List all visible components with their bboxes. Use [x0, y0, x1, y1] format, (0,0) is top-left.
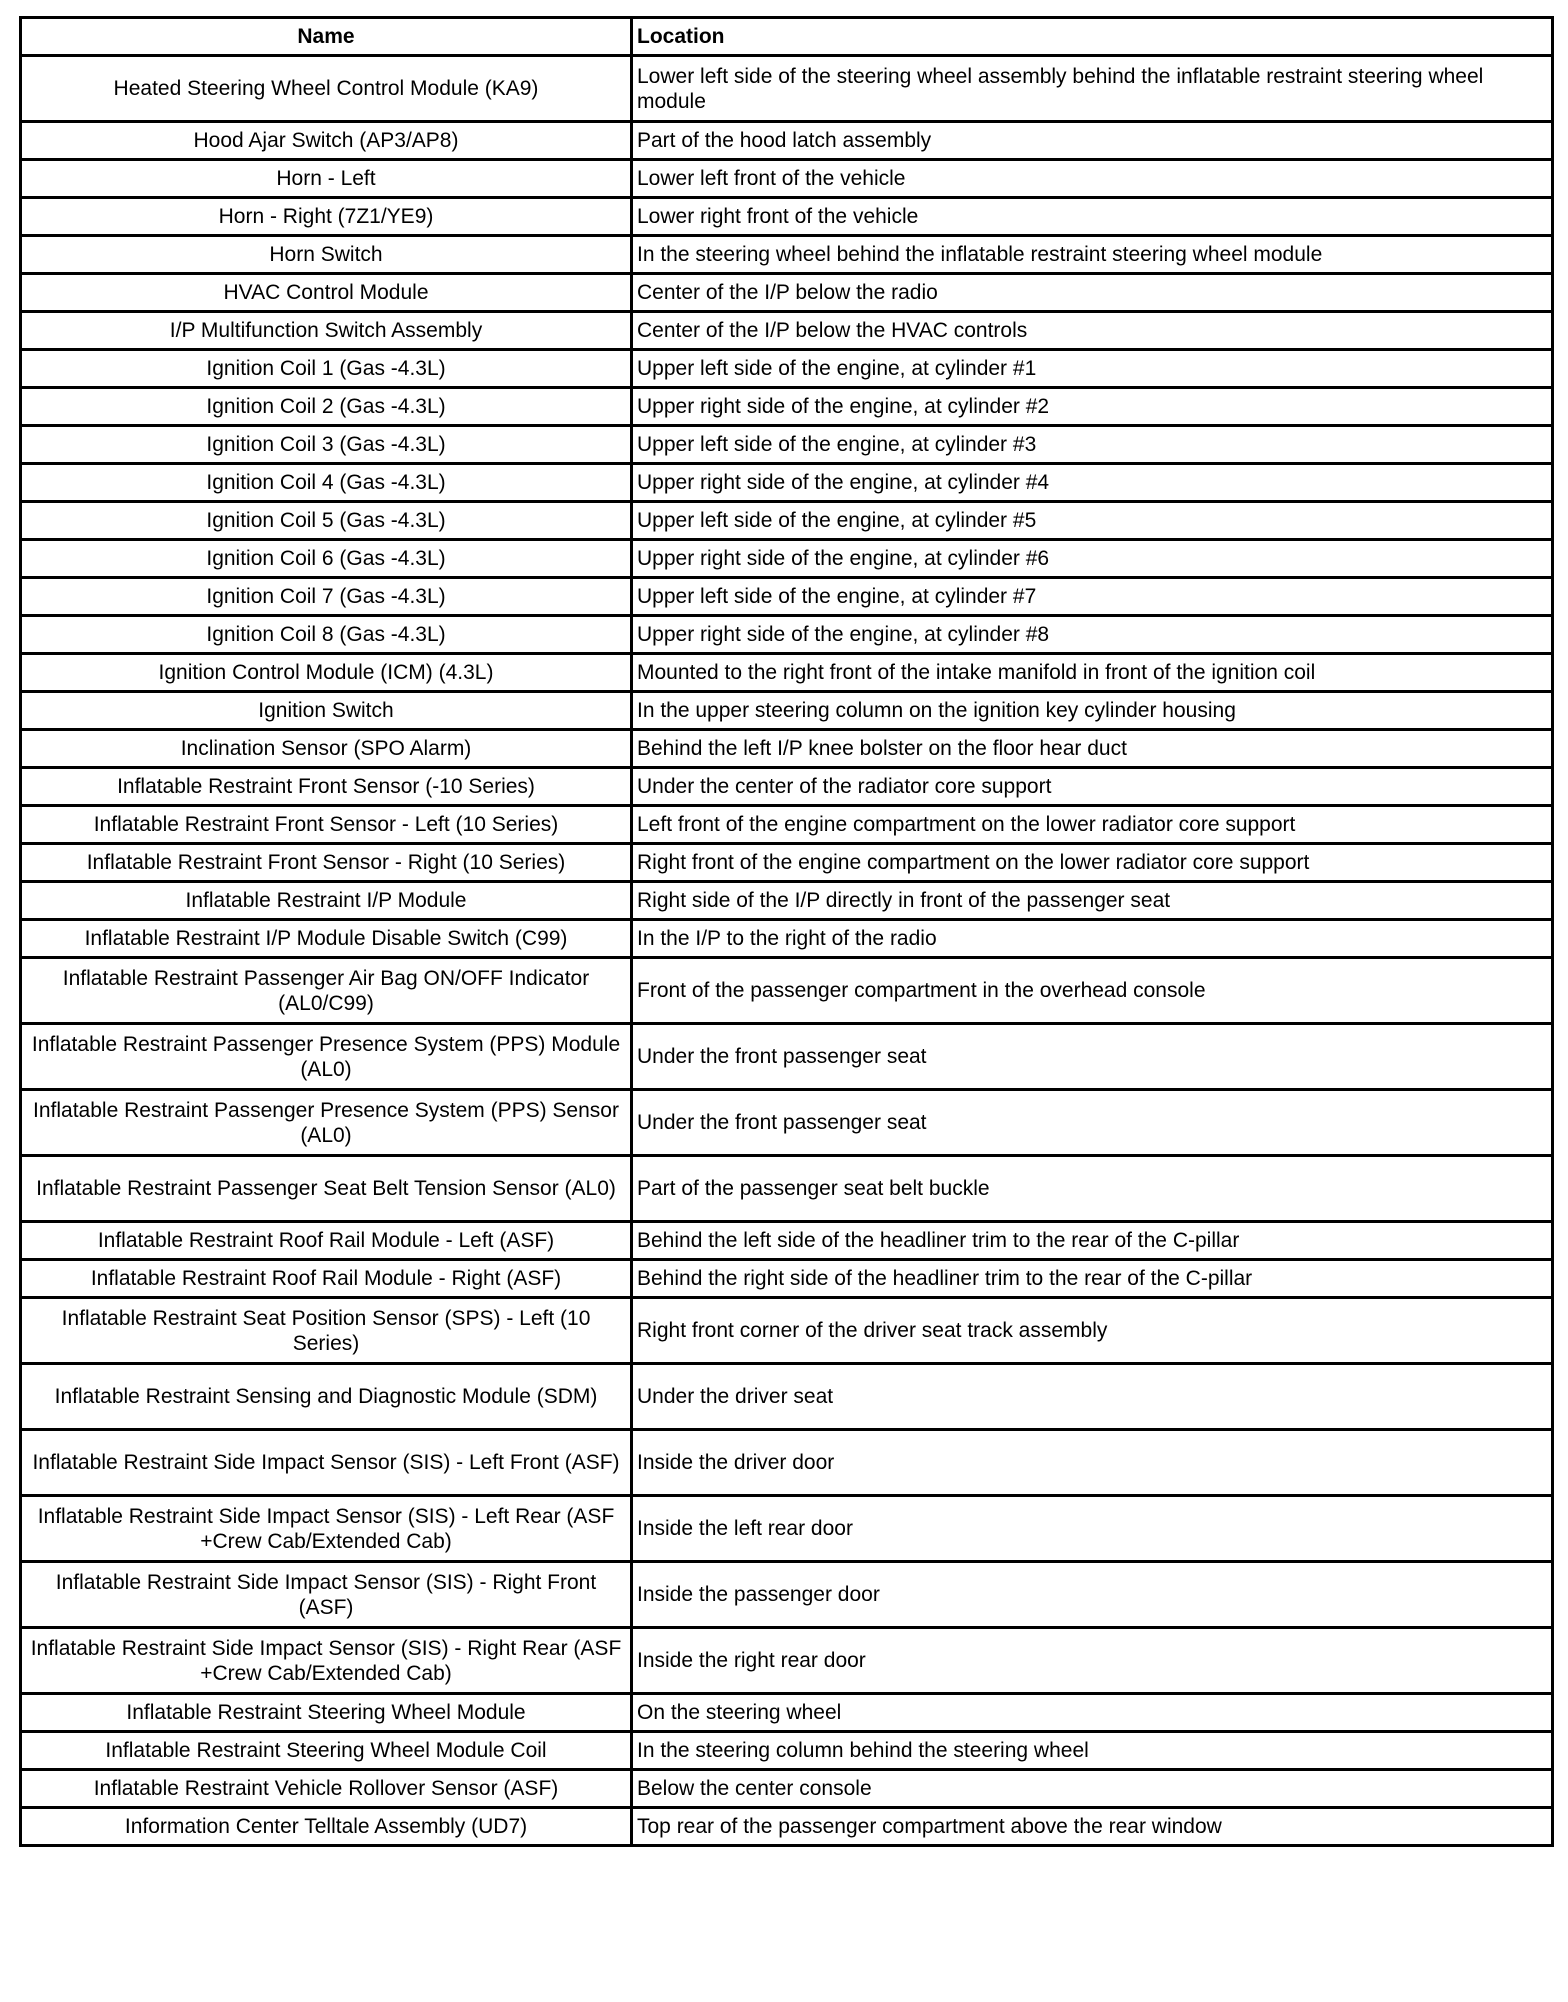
table-row — [21, 1808, 1553, 1846]
component-location-cell: Under the front passenger seat — [632, 1024, 1553, 1090]
component-name-cell: Inflatable Restraint Sensing and Diagnostic Module (SDM) — [21, 1364, 632, 1430]
component-location-cell: Below the center console — [632, 1770, 1553, 1808]
component-location-cell: Lower right front of the vehicle — [632, 198, 1553, 236]
component-name-cell: Ignition Coil 5 (Gas -4.3L) — [21, 502, 632, 540]
component-location-cell: In the upper steering column on the ignition key cylinder housing — [632, 692, 1553, 730]
component-name-cell: Inflatable Restraint Side Impact Sensor (SIS) - Left Front (ASF) — [21, 1430, 632, 1496]
component-name-cell: Information Center Telltale Assembly (UD7) — [21, 1808, 632, 1846]
table-row — [21, 654, 1553, 692]
table-body — [21, 56, 1553, 1846]
component-name-cell: HVAC Control Module — [21, 274, 632, 312]
component-location-cell: Behind the left side of the headliner trim to the rear of the C-pillar — [632, 1222, 1553, 1260]
component-location-cell: Inside the right rear door — [632, 1628, 1553, 1694]
table-row — [21, 1024, 1553, 1090]
table-row — [21, 578, 1553, 616]
table-row — [21, 768, 1553, 806]
component-location-cell: On the steering wheel — [632, 1694, 1553, 1732]
component-location-cell: Center of the I/P below the HVAC controls — [632, 312, 1553, 350]
component-name-cell: Ignition Coil 2 (Gas -4.3L) — [21, 388, 632, 426]
component-location-cell: Under the driver seat — [632, 1364, 1553, 1430]
component-name-cell: Ignition Control Module (ICM) (4.3L) — [21, 654, 632, 692]
component-name-cell: Ignition Coil 6 (Gas -4.3L) — [21, 540, 632, 578]
component-location-cell: Lower left front of the vehicle — [632, 160, 1553, 198]
table-row — [21, 1770, 1553, 1808]
component-location-cell: Upper right side of the engine, at cylinder #2 — [632, 388, 1553, 426]
component-location-cell: Inside the driver door — [632, 1430, 1553, 1496]
component-location-cell: Part of the passenger seat belt buckle — [632, 1156, 1553, 1222]
table-row — [21, 1496, 1553, 1562]
component-location-cell: Left front of the engine compartment on the lower radiator core support — [632, 806, 1553, 844]
component-location-cell: Upper left side of the engine, at cylinder #5 — [632, 502, 1553, 540]
table-row — [21, 122, 1553, 160]
table-row — [21, 920, 1553, 958]
component-name-cell: I/P Multifunction Switch Assembly — [21, 312, 632, 350]
component-location-cell: Right front of the engine compartment on the lower radiator core support — [632, 844, 1553, 882]
component-name-cell: Inflatable Restraint Front Sensor - Left (10 Series) — [21, 806, 632, 844]
table-row — [21, 882, 1553, 920]
table-row — [21, 1562, 1553, 1628]
table-row — [21, 958, 1553, 1024]
table-row — [21, 464, 1553, 502]
component-location-cell: Front of the passenger compartment in the overhead console — [632, 958, 1553, 1024]
table-row — [21, 236, 1553, 274]
component-location-cell: Right front corner of the driver seat track assembly — [632, 1298, 1553, 1364]
component-name-cell: Horn Switch — [21, 236, 632, 274]
component-location-cell: Top rear of the passenger compartment above the rear window — [632, 1808, 1553, 1846]
table-row — [21, 1260, 1553, 1298]
table-row — [21, 502, 1553, 540]
component-name-cell: Inflatable Restraint Seat Position Sensor (SPS) - Left (10 Series) — [21, 1298, 632, 1364]
component-name-cell: Horn - Left — [21, 160, 632, 198]
component-location-cell: Part of the hood latch assembly — [632, 122, 1553, 160]
table-row — [21, 1298, 1553, 1364]
table-row — [21, 1732, 1553, 1770]
component-location-cell: Upper right side of the engine, at cylinder #4 — [632, 464, 1553, 502]
component-name-cell: Inflatable Restraint Front Sensor - Right (10 Series) — [21, 844, 632, 882]
table-row — [21, 1430, 1553, 1496]
component-name-cell: Ignition Coil 7 (Gas -4.3L) — [21, 578, 632, 616]
component-location-cell: Right side of the I/P directly in front of the passenger seat — [632, 882, 1553, 920]
component-location-cell: Under the front passenger seat — [632, 1090, 1553, 1156]
component-name-cell: Inflatable Restraint Side Impact Sensor (SIS) - Right Rear (ASF +Crew Cab/Extended Cab) — [21, 1628, 632, 1694]
table-row — [21, 388, 1553, 426]
table-row — [21, 806, 1553, 844]
column-header-location: Location — [632, 18, 1553, 56]
table-row — [21, 616, 1553, 654]
table-row — [21, 692, 1553, 730]
table-row — [21, 1628, 1553, 1694]
component-location-cell: Upper right side of the engine, at cylinder #8 — [632, 616, 1553, 654]
component-location-cell: Upper left side of the engine, at cylinder #1 — [632, 350, 1553, 388]
component-location-cell: In the steering column behind the steering wheel — [632, 1732, 1553, 1770]
component-name-cell: Inflatable Restraint Passenger Air Bag ON/OFF Indicator (AL0/C99) — [21, 958, 632, 1024]
component-name-cell: Ignition Coil 1 (Gas -4.3L) — [21, 350, 632, 388]
table-row — [21, 1090, 1553, 1156]
component-location-cell: Behind the right side of the headliner trim to the rear of the C-pillar — [632, 1260, 1553, 1298]
table-row — [21, 540, 1553, 578]
component-name-cell: Ignition Coil 3 (Gas -4.3L) — [21, 426, 632, 464]
table-row — [21, 844, 1553, 882]
table-row — [21, 1694, 1553, 1732]
component-name-cell: Inflatable Restraint Passenger Presence System (PPS) Module (AL0) — [21, 1024, 632, 1090]
component-location-cell: In the I/P to the right of the radio — [632, 920, 1553, 958]
component-name-cell: Inflatable Restraint Passenger Presence System (PPS) Sensor (AL0) — [21, 1090, 632, 1156]
component-location-cell: Under the center of the radiator core support — [632, 768, 1553, 806]
component-location-cell: Inside the passenger door — [632, 1562, 1553, 1628]
component-location-cell: Upper left side of the engine, at cylinder #7 — [632, 578, 1553, 616]
table-row — [21, 312, 1553, 350]
component-name-cell: Inflatable Restraint Vehicle Rollover Sensor (ASF) — [21, 1770, 632, 1808]
component-name-cell: Inflatable Restraint Side Impact Sensor (SIS) - Right Front (ASF) — [21, 1562, 632, 1628]
table-row — [21, 1222, 1553, 1260]
component-name-cell: Inflatable Restraint Roof Rail Module - Left (ASF) — [21, 1222, 632, 1260]
table-row — [21, 160, 1553, 198]
table-row — [21, 426, 1553, 464]
table-row — [21, 1156, 1553, 1222]
table-header-row — [21, 18, 1553, 56]
component-location-cell: Behind the left I/P knee bolster on the floor hear duct — [632, 730, 1553, 768]
table-row — [21, 274, 1553, 312]
component-name-cell: Inflatable Restraint I/P Module — [21, 882, 632, 920]
component-location-cell: Upper left side of the engine, at cylinder #3 — [632, 426, 1553, 464]
table-row — [21, 56, 1553, 122]
component-name-cell: Inflatable Restraint Passenger Seat Belt Tension Sensor (AL0) — [21, 1156, 632, 1222]
component-location-table — [19, 16, 1554, 1847]
column-header-name: Name — [21, 18, 632, 56]
component-name-cell: Inclination Sensor (SPO Alarm) — [21, 730, 632, 768]
component-name-cell: Inflatable Restraint I/P Module Disable Switch (C99) — [21, 920, 632, 958]
component-name-cell: Inflatable Restraint Side Impact Sensor (SIS) - Left Rear (ASF +Crew Cab/Extended Cab) — [21, 1496, 632, 1562]
component-location-cell: Upper right side of the engine, at cylinder #6 — [632, 540, 1553, 578]
component-location-cell: Mounted to the right front of the intake manifold in front of the ignition coil — [632, 654, 1553, 692]
component-name-cell: Hood Ajar Switch (AP3/AP8) — [21, 122, 632, 160]
table-row — [21, 730, 1553, 768]
component-location-cell: Center of the I/P below the radio — [632, 274, 1553, 312]
component-name-cell: Inflatable Restraint Roof Rail Module - Right (ASF) — [21, 1260, 632, 1298]
component-name-cell: Inflatable Restraint Front Sensor (-10 Series) — [21, 768, 632, 806]
component-name-cell: Horn - Right (7Z1/YE9) — [21, 198, 632, 236]
component-location-cell: Inside the left rear door — [632, 1496, 1553, 1562]
component-name-cell: Ignition Coil 4 (Gas -4.3L) — [21, 464, 632, 502]
table-row — [21, 1364, 1553, 1430]
component-location-cell: Lower left side of the steering wheel assembly behind the inflatable restraint steering wheel module — [632, 56, 1553, 122]
component-name-cell: Inflatable Restraint Steering Wheel Module — [21, 1694, 632, 1732]
component-name-cell: Ignition Coil 8 (Gas -4.3L) — [21, 616, 632, 654]
component-name-cell: Inflatable Restraint Steering Wheel Module Coil — [21, 1732, 632, 1770]
component-name-cell: Ignition Switch — [21, 692, 632, 730]
component-name-cell: Heated Steering Wheel Control Module (KA9) — [21, 56, 632, 122]
table-row — [21, 350, 1553, 388]
table-row — [21, 198, 1553, 236]
component-location-cell: In the steering wheel behind the inflatable restraint steering wheel module — [632, 236, 1553, 274]
